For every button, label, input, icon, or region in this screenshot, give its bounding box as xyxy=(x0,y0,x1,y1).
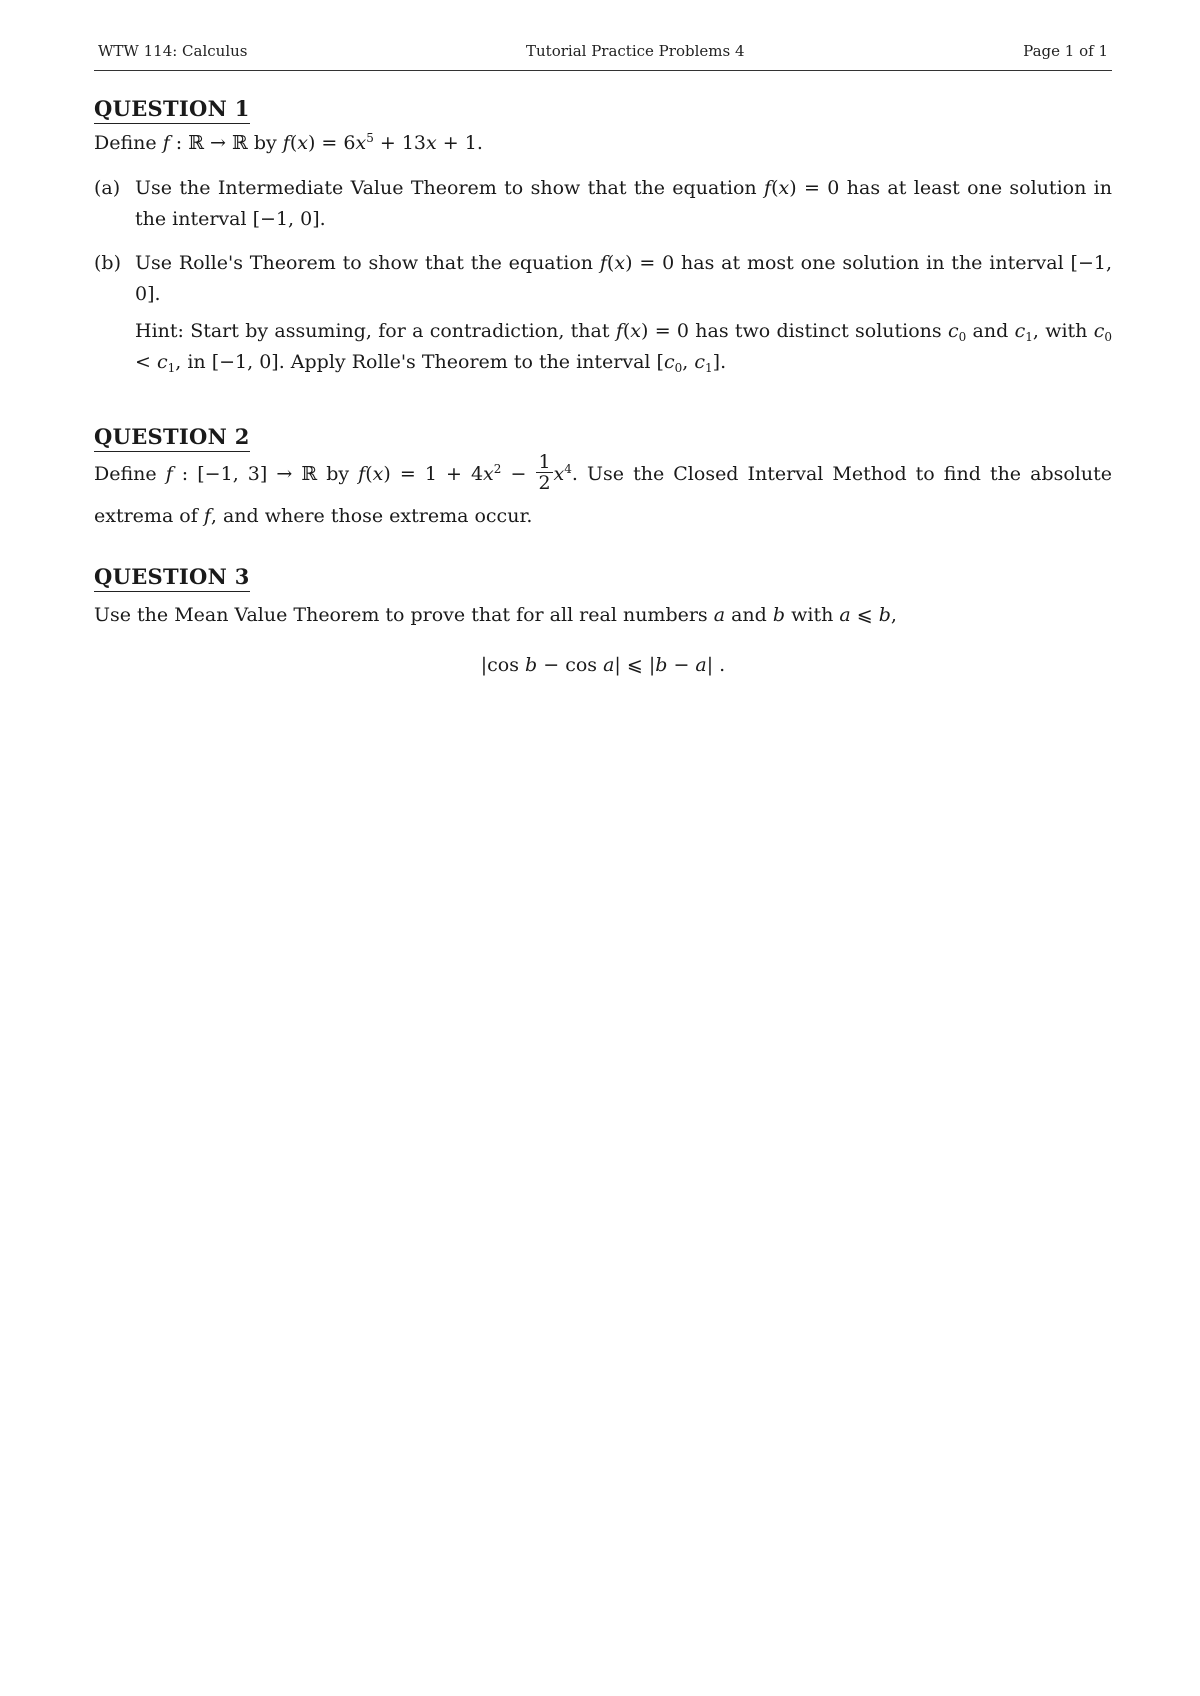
header-rule xyxy=(94,70,1112,71)
course-code: WTW 114: Calculus xyxy=(98,42,248,60)
question-2-heading: QUESTION 2 xyxy=(94,424,250,452)
part-b-label: (b) xyxy=(94,252,121,274)
page-number: Page 1 of 1 xyxy=(1023,42,1108,60)
question-1-part-b: (b) Use Rolle's Theorem to show that the equation f(x) = 0 has at most one solution in the interval [−1, 0]. xyxy=(94,248,1112,310)
question-1-part-a: (a) Use the Intermediate Value Theorem to show that the equation f(x) = 0 has at least one solution in the interval [−1, 0]. xyxy=(94,173,1112,235)
question-2-text: Define f : [−1, 3] → ℝ by $f(x) = 1 + 4x^2$ − $\frac{1}{2}$ $x^4$. Use the Closed Interval Method to find the absolute extrema of f, and where those extrema occur. xyxy=(94,450,1112,527)
question-3-heading: QUESTION 3 xyxy=(94,564,250,592)
part-a-label: (a) xyxy=(94,177,121,199)
page-header xyxy=(94,34,1112,64)
document-page xyxy=(94,34,1113,676)
question-3-text: Use the Mean Value Theorem to prove that for all real numbers a and b with a ⩽ b, xyxy=(94,604,897,626)
question-3-inequality: |cos b − cos a| ⩽ |b − a| . xyxy=(480,654,726,676)
question-1-definition: Define f : ℝ → ℝ by $f(x) = 6x^5 + 13x + 1$. xyxy=(94,131,483,154)
question-2 xyxy=(94,424,1112,536)
question-1-heading: QUESTION 1 xyxy=(94,96,250,124)
fraction-one-half: $\frac{1}{2}$ xyxy=(538,450,551,494)
document-title: Tutorial Practice Problems 4 xyxy=(526,42,745,60)
question-1 xyxy=(94,96,1112,378)
question-1-hint: Hint: Start by assuming, for a contradiction, that f(x) = 0 has two distinct solutions $c_0$ and $c_1$, with $c_0 < c_1$, in [−1, 0]. Apply Rolle's Theorem to the interval [$c_0$, $c_1$]. xyxy=(135,320,1113,375)
question-3 xyxy=(94,564,1112,681)
